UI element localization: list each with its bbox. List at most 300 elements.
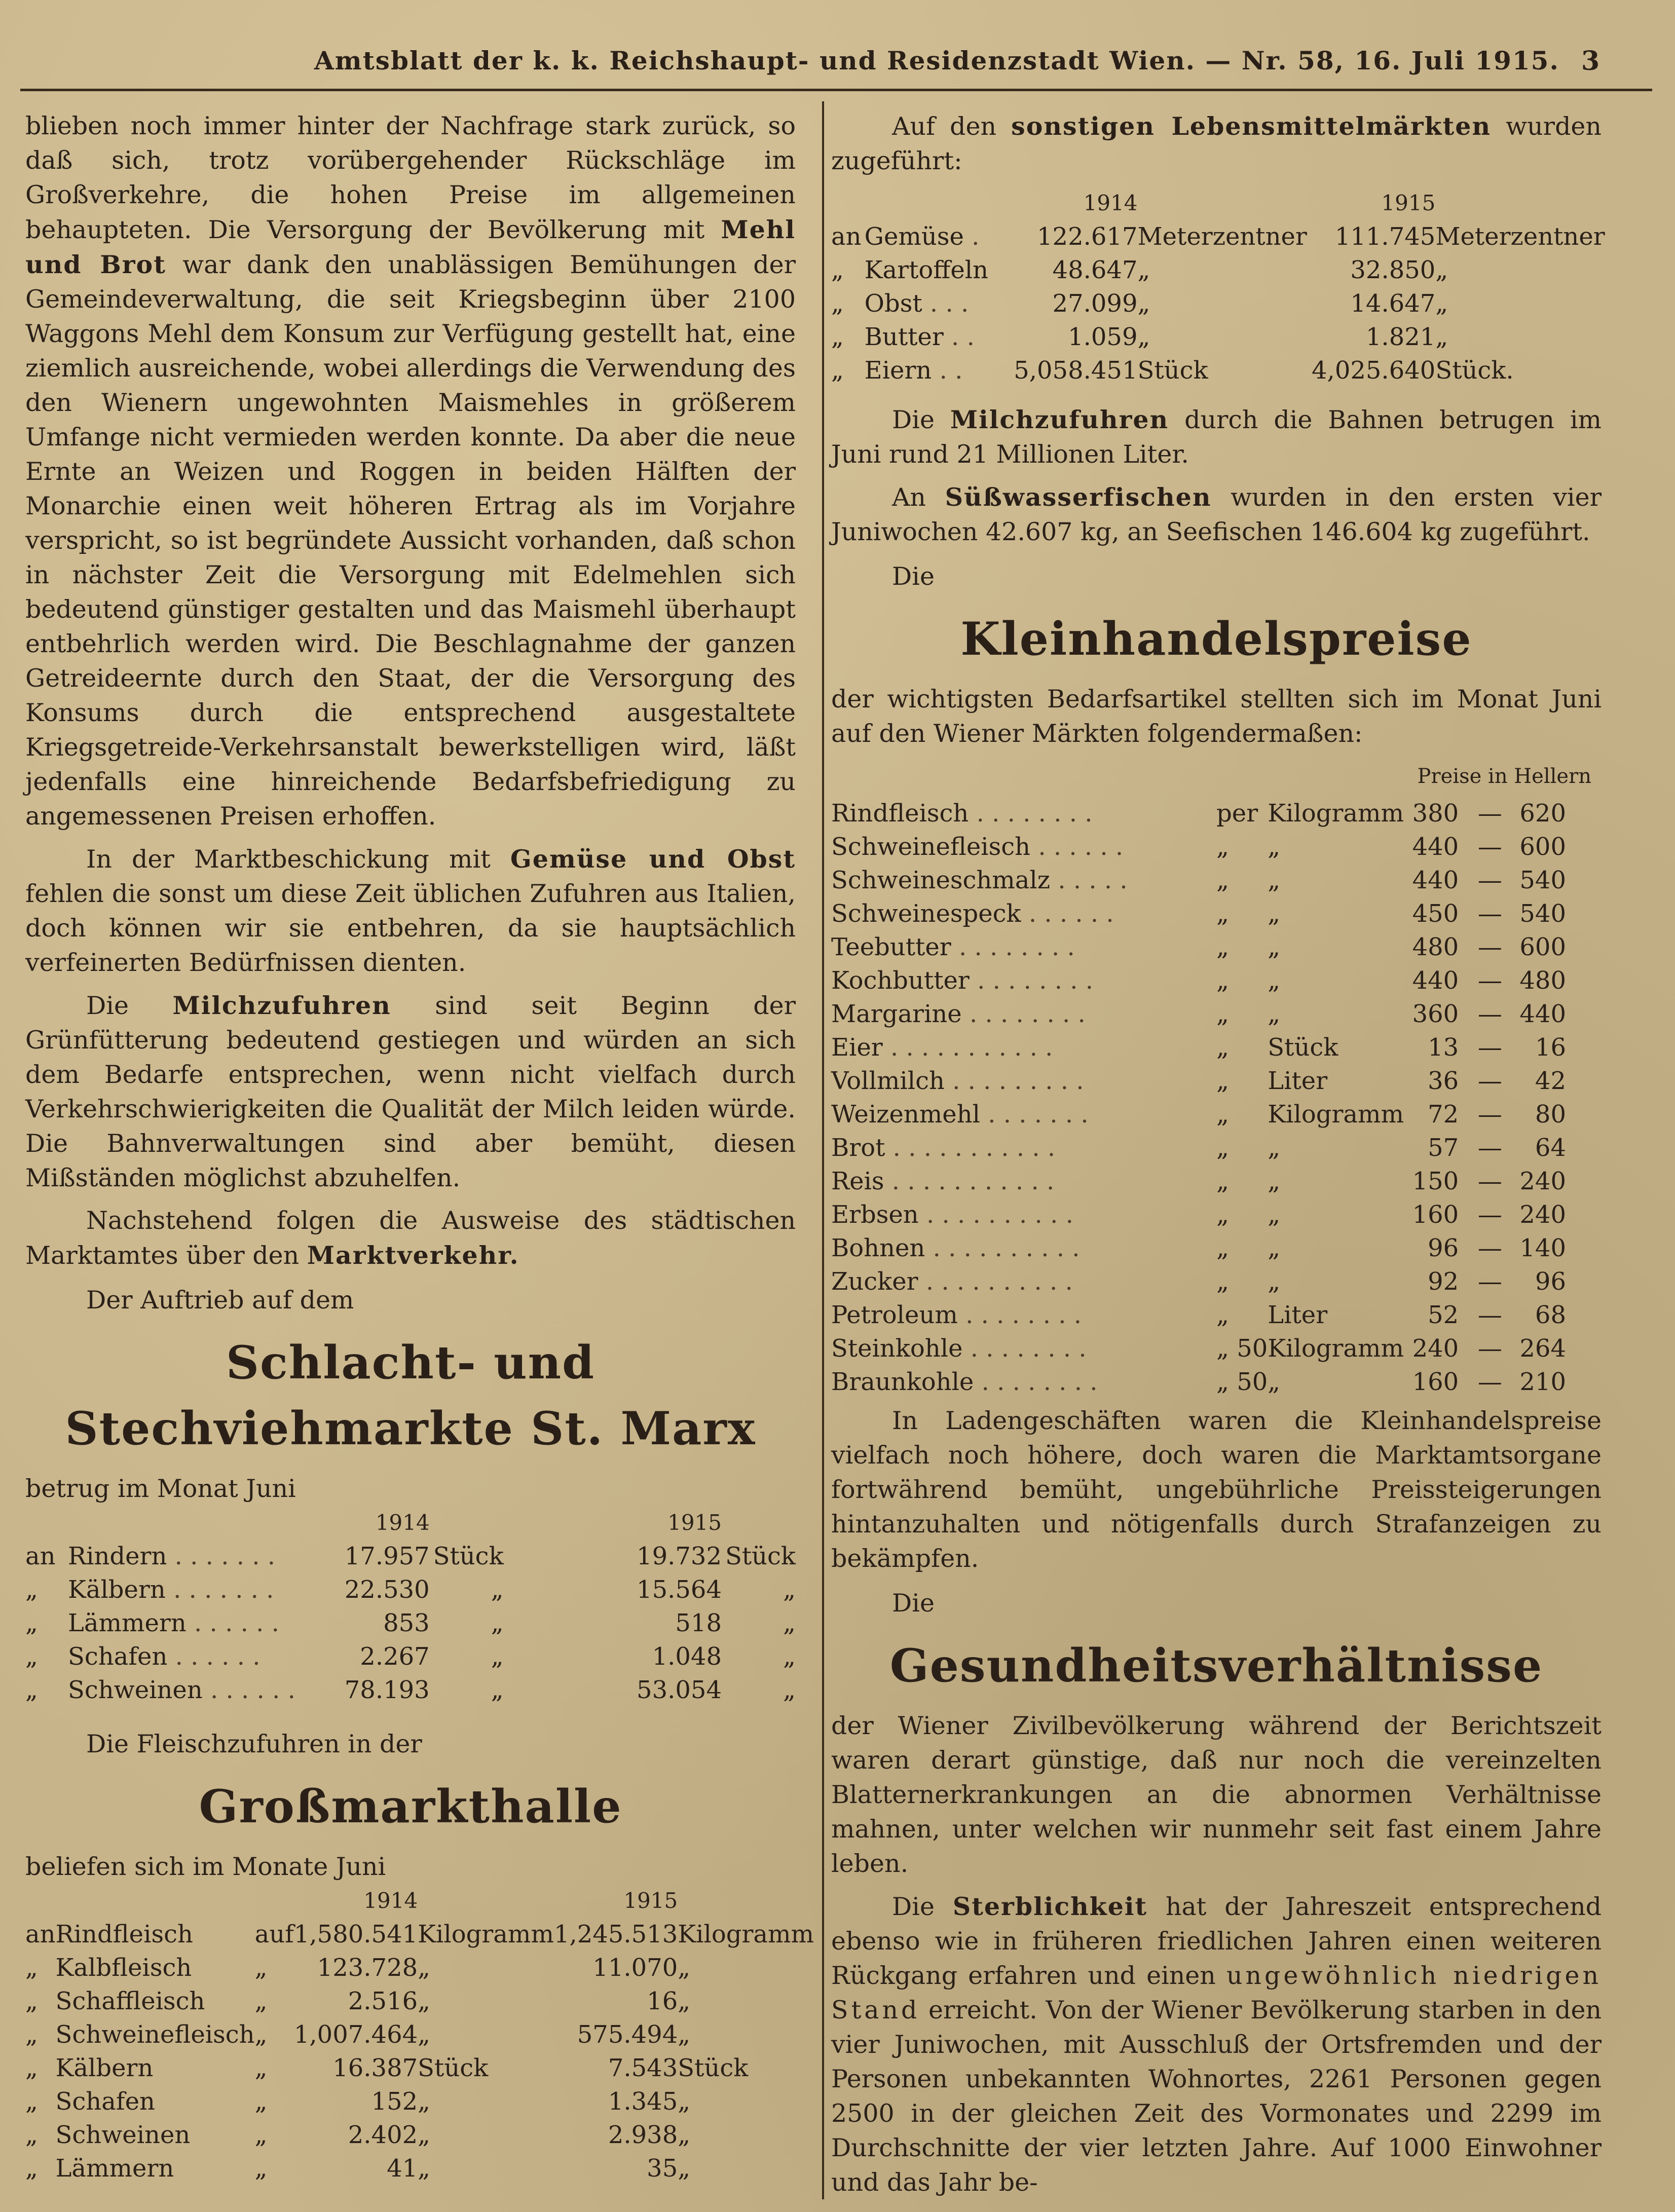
price-high: 68: [1535, 1301, 1566, 1329]
price-unit: „: [1268, 1368, 1281, 1396]
unit-1914: „: [491, 1676, 504, 1704]
price-low: 440: [1412, 866, 1459, 894]
unit-1914: Stück: [1137, 356, 1208, 385]
value-1915: 19.732: [637, 1542, 722, 1570]
row-label: Erbsen: [831, 1201, 919, 1229]
table-row: Kochbutter . . . . . . . . „ „ 440 — 480: [831, 964, 1566, 997]
price-per: „: [1216, 1201, 1229, 1229]
table-row: [25, 1606, 796, 1640]
value-1915: 16: [647, 1987, 678, 2015]
klein-subtitle: der wichtigsten Bedarfsartikel stellten sich im Monat Juni auf den Wiener Märkten folgendermaßen:: [831, 685, 1602, 748]
page-number: 3: [1581, 46, 1600, 77]
value-1915: 14.647: [1350, 289, 1436, 318]
row-label: Schafen: [55, 2087, 155, 2116]
leader-dots: . . . . . . .: [174, 1542, 275, 1570]
table-schlachtvieh: [25, 1506, 796, 1707]
leader-dots: . . . . . . . .: [958, 933, 1075, 961]
row-label: Rindfleisch: [55, 1920, 193, 1948]
value-1914: 2.267: [360, 1642, 430, 1671]
row-label: Schweinefleisch: [55, 2020, 255, 2049]
unit-1914: „: [418, 2020, 431, 2049]
price-unit: „: [1268, 899, 1281, 928]
row-label: Eier: [831, 1033, 883, 1062]
row-label: Kälbern: [67, 1576, 166, 1604]
price-per: per: [1216, 799, 1258, 828]
price-per: „: [1216, 966, 1229, 995]
table-row: [25, 1640, 796, 1673]
table-row: [831, 354, 1607, 387]
leader-dots: . . . . . . . .: [981, 1368, 1098, 1396]
row-preposition: „: [254, 2020, 268, 2049]
leader-dots: . .: [939, 356, 963, 385]
row-label: Lämmern: [55, 2154, 174, 2183]
value-1914: 2.516: [348, 1987, 418, 2015]
auftrieb-intro: Der Auftrieb auf dem: [86, 1286, 354, 1315]
leader-dots: . . . . . . . . . . .: [891, 1167, 1055, 1195]
price-low: 440: [1412, 966, 1459, 995]
price-low: 72: [1428, 1100, 1459, 1129]
schlacht-rows: [25, 1540, 796, 1707]
leader-dots: . . . . . . . .: [977, 966, 1093, 995]
row-prefix: „: [25, 2087, 38, 2116]
unit-1915: „: [1435, 256, 1448, 284]
price-unit: Stück: [1268, 1033, 1338, 1062]
table-row: Rindfleisch . . . . . . . . per Kilogramm 380 — 620: [831, 797, 1566, 830]
leader-dots: . . . . . . . . . .: [926, 1201, 1073, 1229]
row-prefix: „: [25, 1676, 38, 1704]
price-high: 480: [1519, 966, 1566, 995]
unit-1914: „: [1137, 256, 1150, 284]
paragraph-sterblichkeit: Die Sterblichkeit hat der Jahreszeit entsprechend ebenso wie in früheren friedlichen Jahren einen weiteren Rückgang erfahren und einen ungewöhnlich niedrigen Stand erreicht. Von der Wiener Bevölkerung starben in den vier Juniwochen, mit Ausschluß der Ortsfremden und der Personen unbekannten Wohnortes, 2261 Personen gegen 2500 in der gleichen Zeit des Vormonates und 2299 im Durchschnitte der vier letzten Jahre. Auf 1000 Einwohner und das Jahr be-: [831, 1892, 1602, 2197]
price-high: 64: [1535, 1134, 1566, 1162]
unit-1915: „: [678, 2154, 691, 2183]
unit-1914: „: [491, 1609, 504, 1637]
price-per: „: [1216, 1000, 1229, 1028]
price-low: 57: [1428, 1134, 1459, 1162]
value-1914: 1.059: [1068, 323, 1138, 351]
leader-dots: . . . . . . . . . .: [933, 1234, 1080, 1262]
price-low: 480: [1412, 933, 1459, 961]
heading-kleinhandelspreise: Kleinhandelspreise: [960, 612, 1472, 666]
price-unit: „: [1268, 1000, 1281, 1028]
row-prefix: „: [25, 2121, 38, 2149]
price-low: 450: [1412, 899, 1459, 928]
price-header: Preise in Hellern: [1417, 765, 1591, 788]
table-row: Braunkohle . . . . . . . . „ 50 „ 160 — 210: [831, 1365, 1566, 1399]
value-1914: 1,007.464: [293, 2020, 418, 2049]
value-1914: 78.193: [344, 1676, 430, 1704]
leader-dots: . . . . .: [1058, 866, 1128, 894]
unit-1915: „: [678, 2121, 691, 2149]
price-unit: „: [1268, 933, 1281, 961]
price-low: 96: [1428, 1234, 1459, 1262]
price-low: 160: [1412, 1201, 1459, 1229]
leader-dots: . .: [951, 323, 975, 351]
price-low: 240: [1412, 1334, 1459, 1363]
price-unit: „: [1268, 966, 1281, 995]
price-per: „ 50: [1216, 1368, 1268, 1396]
row-label: Petroleum: [831, 1301, 958, 1329]
value-1915: 111.745: [1334, 222, 1436, 251]
price-low: 36: [1428, 1067, 1459, 1095]
value-1914: 17.957: [344, 1542, 430, 1570]
row-prefix: „: [831, 323, 844, 351]
value-1914: 27.099: [1052, 289, 1138, 318]
price-per: „: [1216, 1267, 1229, 1296]
price-high: 80: [1535, 1100, 1566, 1129]
row-prefix: „: [25, 1987, 38, 2015]
value-1915: 11.070: [592, 1954, 678, 1982]
leader-dots: . . . . . . . .: [969, 1000, 1086, 1028]
unit-1915: „: [1435, 289, 1448, 318]
unit-1915: Stück: [725, 1542, 796, 1570]
leader-dots: . . . . . . . . . .: [925, 1267, 1073, 1296]
price-high: 540: [1519, 866, 1566, 894]
paragraph-sonstige: Auf den sonstigen Lebensmittelmärkten wurden zugeführt:: [831, 111, 1602, 175]
price-per: „ 50: [1216, 1334, 1268, 1363]
unit-1915: „: [678, 2087, 691, 2116]
price-high: 96: [1535, 1267, 1566, 1296]
leader-dots: . . .: [929, 289, 969, 318]
row-prefix: „: [831, 356, 844, 385]
unit-1915: „: [678, 1954, 691, 1982]
table-row: [25, 1951, 814, 1984]
table-row: [831, 253, 1607, 287]
gesund-intro: Die: [892, 1589, 935, 1618]
row-label: Lämmern: [67, 1609, 187, 1637]
leader-dots: . . . . . . . .: [970, 1334, 1087, 1363]
row-prefix: „: [25, 1642, 38, 1671]
unit-1914: „: [418, 1954, 431, 1982]
table-row: [25, 2152, 814, 2185]
page-header: [0, 30, 1675, 86]
leader-dots: .: [972, 222, 980, 251]
unit-1914: „: [418, 1987, 431, 2015]
table-row: [25, 1984, 814, 2018]
paragraph-marktverkehr: Nachstehend folgen die Ausweise des städtischen Marktamtes über den Marktverkehr.: [25, 1206, 796, 1270]
price-unit: Kilogramm: [1268, 799, 1404, 828]
paragraph-gesundheit: der Wiener Zivilbevölkerung während der Berichtszeit waren derart günstige, daß nur noch die vereinzelten Blatternerkrankungen an die abnormen Verhältnisse mahnen, unter welchen wir nunmehr seit fast einem Jahre leben.: [831, 1711, 1602, 1878]
unit-1915: „: [783, 1676, 796, 1704]
table-row: Margarine . . . . . . . . „ „ 360 — 440: [831, 997, 1566, 1031]
bold-mehl-brot: Mehl und Brot: [25, 215, 796, 279]
price-low: 150: [1412, 1167, 1459, 1195]
value-1915: 1.048: [652, 1642, 722, 1671]
unit-1914: „: [491, 1576, 504, 1604]
row-label: Kalbfleisch: [55, 1954, 192, 1982]
value-1915: 35: [647, 2154, 678, 2183]
price-per: „: [1216, 1301, 1229, 1329]
row-preposition: „: [254, 2154, 268, 2183]
price-high: 264: [1519, 1334, 1566, 1363]
row-prefix: „: [831, 289, 844, 318]
row-label: Bohnen: [831, 1234, 925, 1262]
row-label: Schweinespeck: [831, 899, 1021, 928]
table-row: Zucker . . . . . . . . . . „ „ 92 — 96: [831, 1265, 1566, 1298]
paragraph-gemuese: In der Marktbeschickung mit Gemüse und Obst fehlen die sonst um diese Zeit üblichen Zufuhren aus Italien, doch können wir sie entbehren, da sie hauptsächlich verfeinerten Bedürfnissen dienten.: [25, 844, 796, 977]
row-label: Rindern: [67, 1542, 167, 1570]
price-low: 52: [1428, 1301, 1459, 1329]
value-1914: 152: [371, 2087, 418, 2116]
table-row: Bohnen . . . . . . . . . . „ „ 96 — 140: [831, 1231, 1566, 1265]
paragraph-milch: Die Milchzufuhren sind seit Beginn der Grünfütterung bedeutend gestiegen und würden an sich dem Bedarfe entsprechen, wenn nicht vielfach durch Verkehrschwierigkeiten die Qualität der Milch leiden würde. Die Bahnverwaltungen sind aber bemüht, diesen Mißständen möglichst abzuhelfen.: [25, 991, 796, 1192]
row-label: Vollmilch: [831, 1067, 945, 1095]
price-unit: „: [1268, 1234, 1281, 1262]
row-label: Brot: [831, 1134, 885, 1162]
leader-dots: . . . . . . . . . . .: [892, 1134, 1056, 1162]
row-prefix: „: [25, 2020, 38, 2049]
leader-dots: . . . . . .: [1028, 899, 1114, 928]
gross-subtitle: beliefen sich im Monate Juni: [25, 1852, 386, 1881]
row-label: Schaffleisch: [55, 1987, 205, 2015]
price-per: „: [1216, 933, 1229, 961]
value-1914: 853: [383, 1609, 430, 1637]
price-unit: Liter: [1268, 1067, 1328, 1095]
gross-rows: [25, 1918, 814, 2185]
row-label: Kochbutter: [831, 966, 970, 995]
table-row: [831, 220, 1607, 253]
price-unit: „: [1268, 833, 1281, 861]
unit-1914: „: [418, 2154, 431, 2183]
row-preposition: „: [254, 2121, 268, 2149]
leader-dots: . . . . . .: [175, 1642, 260, 1671]
value-1914: 41: [387, 2154, 418, 2183]
header-rule: [20, 89, 1652, 91]
price-per: „: [1216, 866, 1229, 894]
price-low: 360: [1412, 1000, 1459, 1028]
unit-1915: „: [783, 1576, 796, 1604]
unit-1914: „: [1137, 289, 1150, 318]
row-label: Schafen: [67, 1642, 168, 1671]
table-row: [25, 1540, 796, 1573]
value-1915: 7.543: [608, 2054, 678, 2082]
leader-dots: . . . . . . .: [988, 1100, 1089, 1129]
unit-1914: Meterzentner: [1137, 222, 1307, 251]
unit-1915: „: [678, 1987, 691, 2015]
row-label: Reis: [831, 1167, 884, 1195]
value-1914: 16.387: [332, 2054, 418, 2082]
table-row: Schweinespeck . . . . . . „ „ 450 — 540: [831, 897, 1566, 930]
row-label: Schweinen: [55, 2121, 191, 2149]
row-prefix: „: [25, 1954, 38, 1982]
row-prefix: „: [25, 2054, 38, 2082]
value-1914: 123.728: [317, 1954, 418, 1982]
leader-dots: . . . . . . . . .: [952, 1067, 1084, 1095]
table-row: Weizenmehl . . . . . . . „ Kilogramm 72 — 80: [831, 1098, 1566, 1131]
unit-1914: Kilogramm: [418, 1920, 554, 1948]
price-high: 600: [1519, 833, 1566, 861]
year-1915: 1915: [667, 1510, 722, 1535]
row-prefix: an: [831, 222, 862, 251]
price-per: „: [1216, 1134, 1229, 1162]
price-per: „: [1216, 1033, 1229, 1062]
value-1914: 48.647: [1052, 256, 1138, 284]
row-prefix: „: [25, 1609, 38, 1637]
unit-1914: Stück: [433, 1542, 504, 1570]
price-unit: Kilogramm: [1268, 1100, 1404, 1129]
price-unit: „: [1268, 1134, 1281, 1162]
price-low: 92: [1428, 1267, 1459, 1296]
unit-1915: Stück: [678, 2054, 749, 2082]
row-label: Zucker: [831, 1267, 918, 1296]
table-row: [25, 1573, 796, 1606]
price-per: „: [1216, 1234, 1229, 1262]
value-1915: 1.345: [608, 2087, 678, 2116]
table-row: [25, 2051, 814, 2085]
price-per: „: [1216, 1100, 1229, 1129]
leader-dots: . . . . . . . .: [976, 799, 1093, 828]
row-preposition: „: [254, 2054, 268, 2082]
table-row: [25, 2118, 814, 2152]
price-unit: Liter: [1268, 1301, 1328, 1329]
value-1915: 53.054: [637, 1676, 722, 1704]
header-title: Amtsblatt der k. k. Reichshaupt- und Residenzstadt Wien. — Nr. 58, 16. Juli 1915.: [314, 46, 1559, 76]
row-label: Eiern: [864, 356, 932, 385]
price-unit: „: [1268, 1167, 1281, 1195]
value-1915: 1,245.513: [553, 1920, 678, 1948]
row-label: Schweineschmalz: [831, 866, 1051, 894]
price-high: 16: [1535, 1033, 1566, 1062]
price-low: 13: [1428, 1033, 1459, 1062]
row-label: Gemüse: [864, 222, 964, 251]
fleisch-intro: Die Fleischzufuhren in der: [86, 1730, 422, 1758]
row-prefix: „: [831, 256, 844, 284]
price-high: 240: [1519, 1201, 1566, 1229]
left-column: [25, 109, 814, 2185]
table-row: [25, 2085, 814, 2118]
table-row: Schweineschmalz . . . . . „ „ 440 — 540: [831, 864, 1566, 897]
unit-1914: „: [491, 1642, 504, 1671]
heading-schlachtviehmarkt: Schlacht- und Stechviehmarkte St. Marx: [65, 1336, 756, 1455]
value-1915: 32.850: [1350, 256, 1436, 284]
price-unit: „: [1268, 1201, 1281, 1229]
leader-dots: . . . . . . . .: [965, 1301, 1082, 1329]
price-low: 160: [1412, 1368, 1459, 1396]
price-low: 440: [1412, 833, 1459, 861]
price-per: „: [1216, 899, 1229, 928]
unit-1914: „: [418, 2121, 431, 2149]
row-prefix: an: [25, 1920, 56, 1948]
row-label: Butter: [864, 323, 944, 351]
unit-1914: Stück: [418, 2054, 489, 2082]
price-unit: „: [1268, 1267, 1281, 1296]
row-preposition: auf: [254, 1920, 294, 1948]
paragraph-milchzufuhren-bahn: Die Milchzufuhren durch die Bahnen betrugen im Juni rund 21 Millionen Liter.: [831, 405, 1602, 469]
row-prefix: „: [25, 2154, 38, 2183]
table-row: Reis . . . . . . . . . . . „ „ 150 — 240: [831, 1165, 1566, 1198]
row-label: Margarine: [831, 1000, 962, 1028]
table-sonstige-maerkte: 1914 1915 an Gemüse . 122.617 Meterzentner 111.745 Meterzentner „ Kartoffeln 48.647 „ 32.850 „ „ Obst . . . 27.099 „ 14.647 „ „ Butter . . 1.059 „ 1.821 „ „ Eiern . . 5,058.451 Stück 4,025.640 Stück.: [831, 186, 1607, 387]
table-row: Eier . . . . . . . . . . . „ Stück 13 — 16: [831, 1031, 1566, 1064]
table-row: Erbsen . . . . . . . . . . „ „ 160 — 240: [831, 1198, 1566, 1231]
value-1915: 1.821: [1365, 323, 1436, 351]
heading-grossmarkthalle: Großmarkthalle: [199, 1780, 622, 1833]
value-1914: 1,580.541: [293, 1920, 418, 1948]
unit-1914: „: [418, 2087, 431, 2116]
row-preposition: „: [254, 1987, 268, 2015]
row-label: Schweinen: [67, 1676, 203, 1704]
schlacht-subtitle: betrug im Monat Juni: [25, 1474, 296, 1503]
table-row: Vollmilch . . . . . . . . . „ Liter 36 — 42: [831, 1064, 1566, 1098]
unit-1915: Meterzentner: [1435, 222, 1605, 251]
table-row: [831, 320, 1607, 354]
price-unit: „: [1268, 866, 1281, 894]
value-1915: 4,025.640: [1312, 356, 1436, 385]
unit-1915: Kilogramm: [678, 1920, 814, 1948]
row-label: Steinkohle: [831, 1334, 963, 1363]
table-row: [25, 1918, 814, 1951]
value-1915: 15.564: [637, 1576, 722, 1604]
column-divider: [822, 101, 824, 2199]
leader-dots: . . . . . .: [210, 1676, 295, 1704]
table-grossmarkthalle: 1914 1915 an Rindfleisch auf 1,580.541 Kilogramm 1,245.513 Kilogramm „ Kalbfleisch „ 123.728 „ 11.070 „ „ Schaffleisch „ 2.516 „ 16 „ „ Schweinefleisch „ 1,007.464 „ 575.494 „ „ Kälbern „ 16.387 Stück 7.543 Stück „ Schafen „ 152 „ 1.345 „ „ Schweinen „ 2.402 „ 2.938 „ „ Lämmern „ 41 „ 35 „: [25, 1884, 814, 2185]
year-1914: 1914: [375, 1510, 430, 1535]
row-label: Teebutter: [831, 933, 951, 961]
price-high: 140: [1519, 1234, 1566, 1262]
row-prefix: an: [25, 1542, 56, 1570]
table-row: [25, 1673, 796, 1707]
row-label: Schweinefleisch: [831, 833, 1031, 861]
value-1914: 2.402: [348, 2121, 418, 2149]
leader-dots: . . . . . . . . . . .: [890, 1033, 1053, 1062]
unit-1915: „: [678, 2020, 691, 2049]
sonst-rows: [831, 220, 1607, 387]
price-per: „: [1216, 833, 1229, 861]
leader-dots: . . . . . .: [194, 1609, 279, 1637]
price-high: 540: [1519, 899, 1566, 928]
price-low: 380: [1412, 799, 1459, 828]
table-row: [831, 287, 1607, 320]
paragraph-ladengeschaefte: In Ladengeschäften waren die Kleinhandelspreise vielfach noch höhere, doch waren die Marktamtsorgane fortwährend bemüht, ungebührliche Preissteigerungen hintanzuhalten und nötigenfalls durch Strafanzeigen zu bekämpfen.: [831, 1406, 1602, 1573]
unit-1915: Stück.: [1435, 356, 1514, 385]
paragraph-versorgung: blieben noch immer hinter der Nachfrage stark zurück, so daß sich, trotz vorübergehender Rückschläge im Großverkehre, die hohen Preise im allgemeinen behaupteten. Die Versorgung der Bevölkerung mit Mehl und Brot war dank den unablässigen Bemühungen der Gemeindeverwaltung, die seit Kriegsbeginn über 2100 Waggons Mehl dem Konsum zur Verfügung gestellt hat, eine ziemlich ausreichende, wobei allerdings die Verwendung des den Wienern ungewohnten Maismehles in größerem Umfange nicht vermieden werden konnte. Da aber die neue Ernte an Weizen und Roggen in beiden Hälften der Monarchie einen weit höheren Ertrag als im Vorjahre verspricht, so ist begründete Aussicht vorhanden, daß schon in nächster Zeit die Versorgung mit Edelmehlen sich bedeutend günstiger gestalten und das Maismehl überhaupt entbehrlich werden wird. Die Beschlagnahme der ganzen Getreideernte durch den Staat, der die Versorgung des Konsums durch die entsprechend ausgestaltete Kriegsgetreide-Verkehrsanstalt bewerkstelligen wird, läßt jedenfalls eine hinreichende Bedarfsbefriedigung zu angemessenen Preisen erhoffen.: [25, 111, 796, 831]
table-row: Petroleum . . . . . . . . „ Liter 52 — 68: [831, 1298, 1566, 1332]
price-unit: Kilogramm: [1268, 1334, 1404, 1363]
leader-dots: . . . . . . .: [173, 1576, 274, 1604]
row-label: Kälbern: [55, 2054, 154, 2082]
price-high: 210: [1519, 1368, 1566, 1396]
value-1914: 22.530: [344, 1576, 430, 1604]
unit-1914: „: [1137, 323, 1150, 351]
price-high: 42: [1535, 1067, 1566, 1095]
price-rows: [831, 797, 1566, 1399]
unit-1915: „: [783, 1609, 796, 1637]
value-1914: 5,058.451: [1014, 356, 1138, 385]
value-1915: 2.938: [608, 2121, 678, 2149]
right-column: [831, 109, 1605, 2208]
price-high: 240: [1519, 1167, 1566, 1195]
unit-1915: „: [783, 1642, 796, 1671]
row-label: Kartoffeln: [864, 256, 989, 284]
row-prefix: „: [25, 1576, 38, 1604]
table-row: Schweinefleisch . . . . . . „ „ 440 — 600: [831, 830, 1566, 864]
table-row: Brot . . . . . . . . . . . „ „ 57 — 64: [831, 1131, 1566, 1165]
row-label: Rindfleisch: [831, 799, 969, 828]
table-kleinhandelspreise: [831, 797, 1566, 1399]
value-1914: 122.617: [1037, 222, 1138, 251]
paragraph-fische: An Süßwasserfischen wurden in den ersten vier Juniwochen 42.607 kg, an Seefischen 146.604 kg zugeführt.: [831, 482, 1602, 546]
price-per: „: [1216, 1067, 1229, 1095]
row-preposition: „: [254, 2087, 268, 2116]
table-row: [25, 2018, 814, 2051]
table-row: Steinkohle . . . . . . . . „ 50 Kilogramm 240 — 264: [831, 1332, 1566, 1365]
table-row: Teebutter . . . . . . . . „ „ 480 — 600: [831, 930, 1566, 964]
price-per: „: [1216, 1167, 1229, 1195]
klein-intro: Die: [892, 562, 935, 591]
value-1915: 518: [675, 1609, 722, 1637]
unit-1915: „: [1435, 323, 1448, 351]
row-label: Braunkohle: [831, 1368, 974, 1396]
